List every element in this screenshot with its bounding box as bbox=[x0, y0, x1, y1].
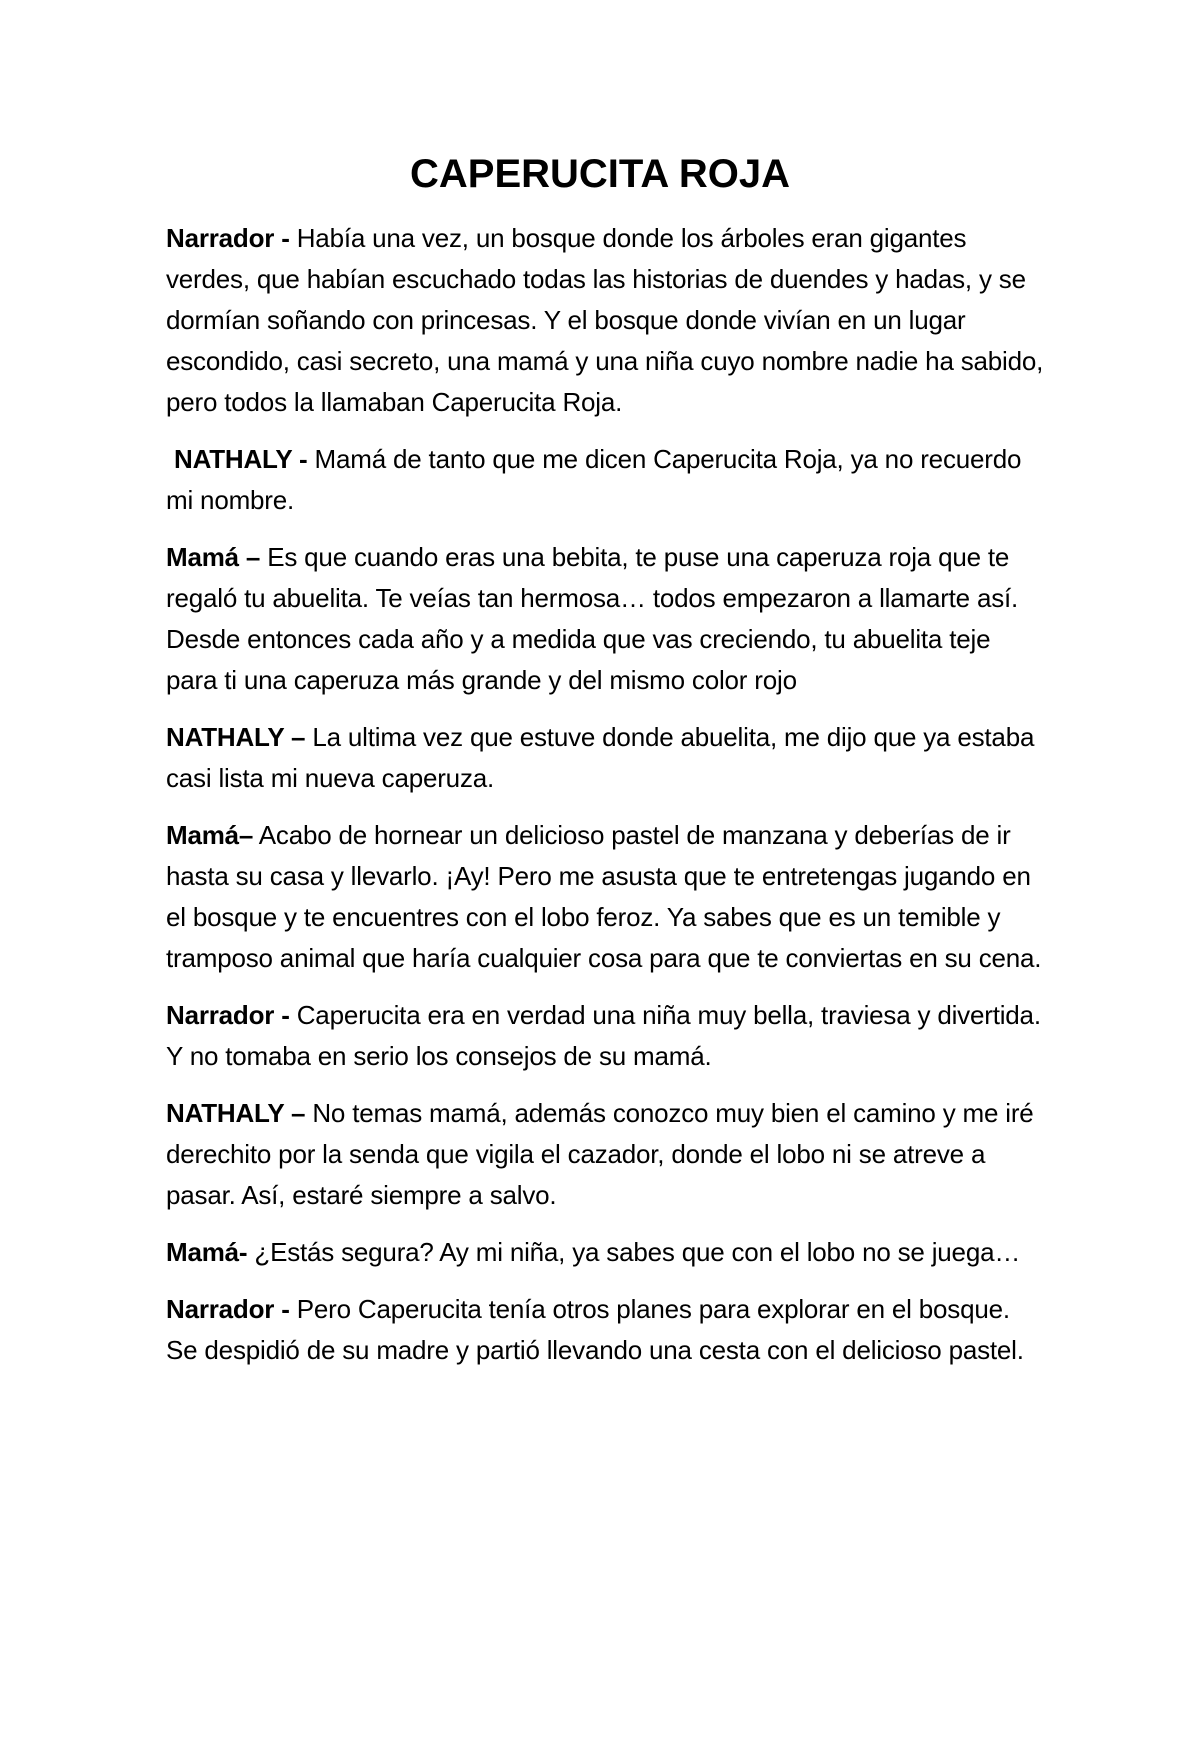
dialogue-text: La ultima vez que estuve donde abuelita, me dijo que ya estaba casi lista mi nueva caperuza. bbox=[166, 722, 1035, 793]
speaker-label: Narrador - bbox=[166, 1000, 290, 1030]
speaker-label: Mamá – bbox=[166, 542, 261, 572]
dialogue-text: Es que cuando eras una bebita, te puse una caperuza roja que te regaló tu abuelita. Te veías tan hermosa… todos empezaron a llamarte así. Desde entonces cada año y a medida que vas creciendo, tu abuelita teje para ti una caperuza más grande y del mismo color rojo bbox=[166, 542, 1019, 695]
dialogue-text: Había una vez, un bosque donde los árboles eran gigantes verdes, que habían escuchado todas las historias de duendes y hadas, y se dormían soñando con princesas. Y el bosque donde vivían en un lugar escondido, casi secreto, una mamá y una niña cuyo nombre nadie ha sabido, pero todos la llamaban Caperucita Roja. bbox=[166, 223, 1044, 417]
script-body bbox=[166, 218, 1046, 1387]
speaker-label: Mamá- bbox=[166, 1237, 248, 1267]
paragraph-4 bbox=[166, 717, 1046, 799]
speaker-label: Narrador - bbox=[166, 1294, 290, 1324]
dialogue-text: Caperucita era en verdad una niña muy bella, traviesa y divertida. Y no tomaba en serio los consejos de su mamá. bbox=[166, 1000, 1041, 1071]
paragraph-5 bbox=[166, 815, 1046, 979]
dialogue-text: No temas mamá, además conozco muy bien el camino y me iré derechito por la senda que vigila el cazador, donde el lobo ni se atreve a pasar. Así, estaré siempre a salvo. bbox=[166, 1098, 1034, 1210]
paragraph-1 bbox=[166, 218, 1046, 423]
speaker-label: NATHALY - bbox=[174, 444, 308, 474]
document-title: CAPERUCITA ROJA bbox=[409, 152, 791, 196]
paragraph-9 bbox=[166, 1289, 1046, 1371]
paragraph-2 bbox=[166, 439, 1046, 521]
speaker-label: Mamá– bbox=[166, 820, 254, 850]
speaker-label: Narrador - bbox=[166, 223, 290, 253]
dialogue-text: ¿Estás segura? Ay mi niña, ya sabes que con el lobo no se juega… bbox=[247, 1237, 1021, 1267]
dialogue-text: Acabo de hornear un delicioso pastel de manzana y deberías de ir hasta su casa y llevarlo. ¡Ay! Pero me asusta que te entretengas jugando en el bosque y te encuentres con el lobo feroz. Ya sabes que es un temible y tramposo animal que haría cualquier cosa para que te conviertas en su cena. bbox=[166, 820, 1042, 973]
paragraph-7 bbox=[166, 1093, 1046, 1216]
speaker-label: NATHALY – bbox=[166, 1098, 306, 1128]
speaker-label: NATHALY – bbox=[166, 722, 306, 752]
paragraph-6 bbox=[166, 995, 1046, 1077]
dialogue-text: Mamá de tanto que me dicen Caperucita Roja, ya no recuerdo mi nombre. bbox=[166, 444, 1022, 515]
paragraph-3 bbox=[166, 537, 1046, 701]
paragraph-8 bbox=[166, 1232, 1046, 1273]
dialogue-text: Pero Caperucita tenía otros planes para explorar en el bosque. Se despidió de su madre y partió llevando una cesta con el delicioso pastel. bbox=[166, 1294, 1024, 1365]
